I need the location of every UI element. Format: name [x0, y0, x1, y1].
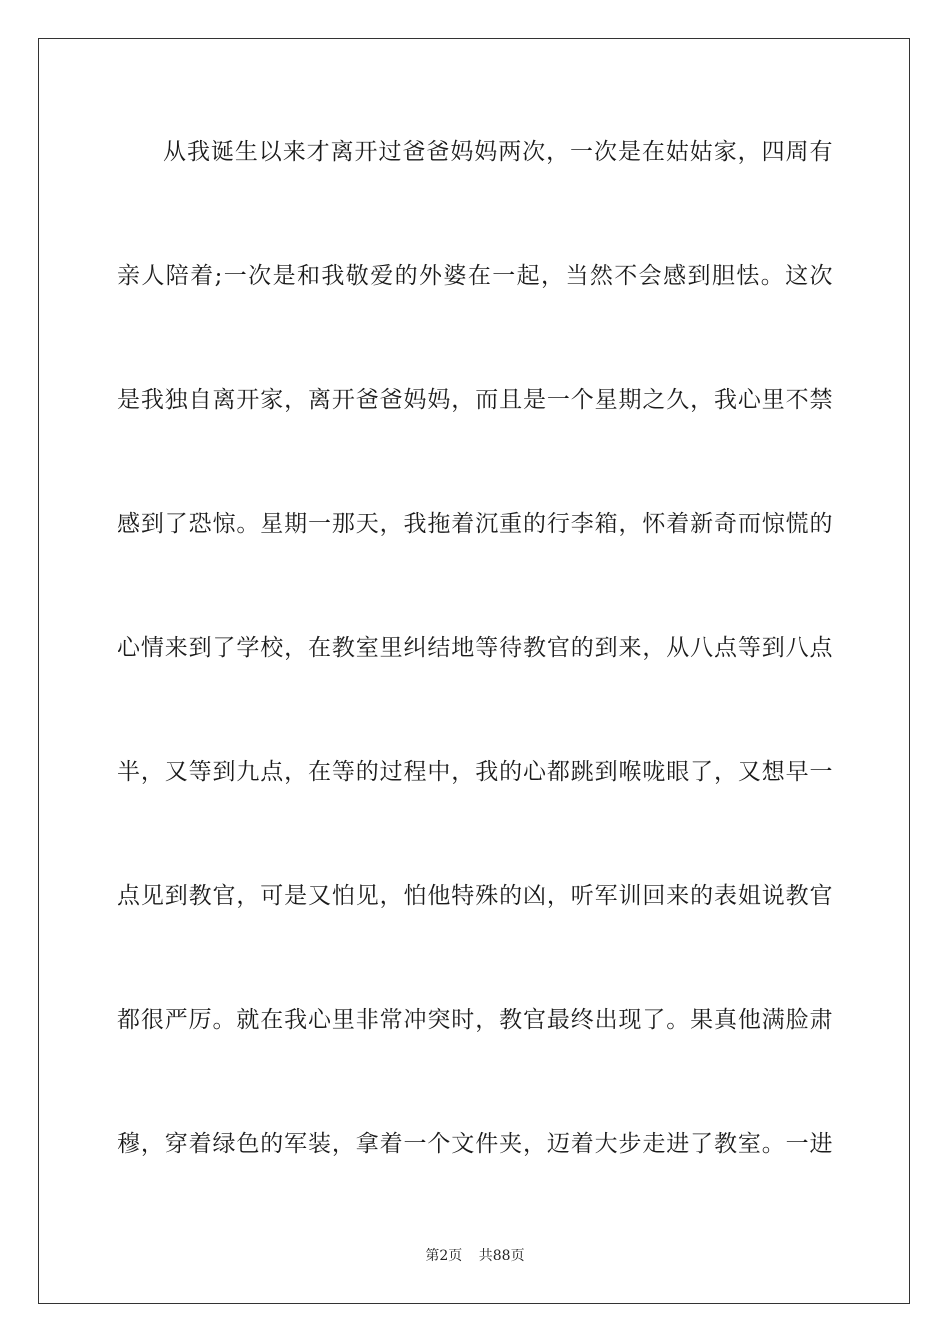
page-footer	[0, 1247, 950, 1265]
paragraph-line: 是我独自离开家，离开爸爸妈妈，而且是一个星期之久，我心里不禁	[117, 387, 833, 413]
paragraph-line: 穆，穿着绿色的军装，拿着一个文件夹，迈着大步走进了教室。一进	[117, 1131, 833, 1157]
paragraph-line: 都很严厉。就在我心里非常冲突时，教官最终出现了。果真他满脸肃	[117, 1007, 833, 1033]
page-border	[38, 38, 910, 1304]
paragraph-line: 点见到教官，可是又怕见，怕他特殊的凶，听军训回来的表姐说教官	[117, 883, 833, 909]
page-number: 第2页	[425, 1248, 463, 1264]
paragraph-line: 亲人陪着;一次是和我敬爱的外婆在一起，当然不会感到胆怯。这次	[117, 263, 833, 289]
paragraph-line: 半，又等到九点，在等的过程中，我的心都跳到喉咙眼了，又想早一	[117, 759, 833, 785]
paragraph-line: 从我诞生以来才离开过爸爸妈妈两次，一次是在姑姑家，四周有	[163, 139, 833, 165]
paragraph-line: 感到了恐惊。星期一那天，我拖着沉重的行李箱，怀着新奇而惊慌的	[117, 511, 833, 537]
total-pages: 共88页	[478, 1248, 525, 1264]
paragraph-line: 心情来到了学校，在教室里纠结地等待教官的到来，从八点等到八点	[117, 635, 833, 661]
